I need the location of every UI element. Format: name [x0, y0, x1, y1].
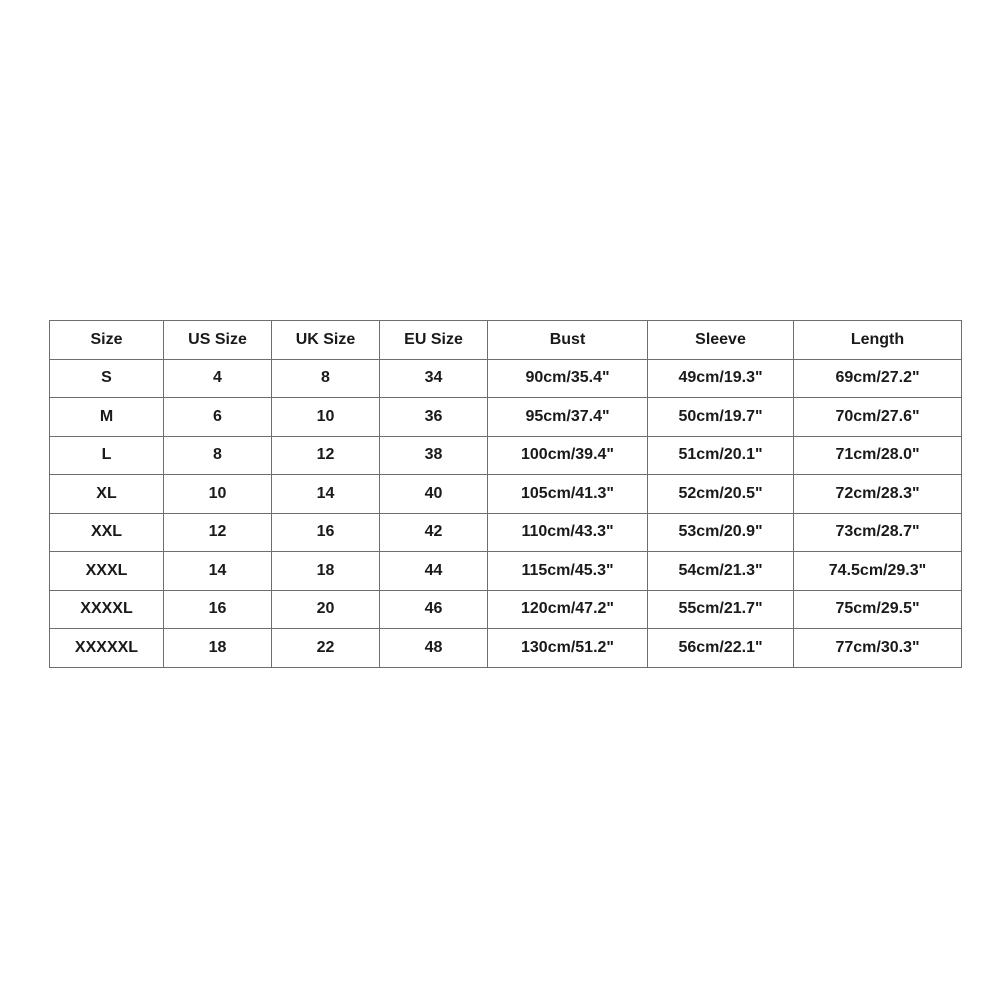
- cell-us-size: 12: [164, 513, 272, 552]
- cell-eu-size: 34: [380, 359, 488, 398]
- cell-uk-size: 12: [272, 436, 380, 475]
- header-cell-length: Length: [794, 321, 962, 360]
- cell-eu-size: 48: [380, 629, 488, 668]
- header-row: [50, 321, 962, 360]
- cell-length: 73cm/28.7": [794, 513, 962, 552]
- table-row: [50, 475, 962, 514]
- cell-uk-size: 18: [272, 552, 380, 591]
- size-chart-table: [49, 320, 962, 668]
- cell-sleeve: 53cm/20.9": [648, 513, 794, 552]
- cell-sleeve: 49cm/19.3": [648, 359, 794, 398]
- table-row: [50, 398, 962, 437]
- header-cell-size: Size: [50, 321, 164, 360]
- header-cell-sleeve: Sleeve: [648, 321, 794, 360]
- cell-uk-size: 10: [272, 398, 380, 437]
- cell-sleeve: 56cm/22.1": [648, 629, 794, 668]
- cell-eu-size: 46: [380, 590, 488, 629]
- cell-sleeve: 55cm/21.7": [648, 590, 794, 629]
- cell-bust: 100cm/39.4": [488, 436, 648, 475]
- cell-uk-size: 16: [272, 513, 380, 552]
- cell-size: M: [50, 398, 164, 437]
- header-cell-uk-size: UK Size: [272, 321, 380, 360]
- table-row: [50, 552, 962, 591]
- cell-length: 74.5cm/29.3": [794, 552, 962, 591]
- cell-eu-size: 44: [380, 552, 488, 591]
- cell-bust: 90cm/35.4": [488, 359, 648, 398]
- cell-size: S: [50, 359, 164, 398]
- cell-sleeve: 54cm/21.3": [648, 552, 794, 591]
- cell-eu-size: 38: [380, 436, 488, 475]
- header-cell-us-size: US Size: [164, 321, 272, 360]
- cell-uk-size: 14: [272, 475, 380, 514]
- cell-sleeve: 52cm/20.5": [648, 475, 794, 514]
- table-body: [50, 359, 962, 667]
- table-row: [50, 629, 962, 668]
- table-header: [50, 321, 962, 360]
- cell-length: 77cm/30.3": [794, 629, 962, 668]
- cell-sleeve: 51cm/20.1": [648, 436, 794, 475]
- cell-eu-size: 40: [380, 475, 488, 514]
- cell-uk-size: 20: [272, 590, 380, 629]
- table-row: [50, 359, 962, 398]
- cell-bust: 110cm/43.3": [488, 513, 648, 552]
- cell-us-size: 8: [164, 436, 272, 475]
- cell-us-size: 4: [164, 359, 272, 398]
- cell-bust: 130cm/51.2": [488, 629, 648, 668]
- cell-us-size: 16: [164, 590, 272, 629]
- cell-us-size: 14: [164, 552, 272, 591]
- cell-length: 71cm/28.0": [794, 436, 962, 475]
- cell-uk-size: 8: [272, 359, 380, 398]
- cell-us-size: 6: [164, 398, 272, 437]
- table-row: [50, 590, 962, 629]
- cell-size: XXXXL: [50, 590, 164, 629]
- cell-sleeve: 50cm/19.7": [648, 398, 794, 437]
- cell-uk-size: 22: [272, 629, 380, 668]
- cell-length: 70cm/27.6": [794, 398, 962, 437]
- cell-bust: 115cm/45.3": [488, 552, 648, 591]
- cell-eu-size: 36: [380, 398, 488, 437]
- cell-eu-size: 42: [380, 513, 488, 552]
- cell-size: XL: [50, 475, 164, 514]
- table-row: [50, 436, 962, 475]
- cell-length: 72cm/28.3": [794, 475, 962, 514]
- cell-length: 75cm/29.5": [794, 590, 962, 629]
- table-row: [50, 513, 962, 552]
- cell-length: 69cm/27.2": [794, 359, 962, 398]
- cell-bust: 95cm/37.4": [488, 398, 648, 437]
- cell-bust: 120cm/47.2": [488, 590, 648, 629]
- cell-us-size: 18: [164, 629, 272, 668]
- cell-size: XXL: [50, 513, 164, 552]
- cell-size: XXXL: [50, 552, 164, 591]
- cell-bust: 105cm/41.3": [488, 475, 648, 514]
- cell-size: XXXXXL: [50, 629, 164, 668]
- header-cell-bust: Bust: [488, 321, 648, 360]
- cell-size: L: [50, 436, 164, 475]
- header-cell-eu-size: EU Size: [380, 321, 488, 360]
- cell-us-size: 10: [164, 475, 272, 514]
